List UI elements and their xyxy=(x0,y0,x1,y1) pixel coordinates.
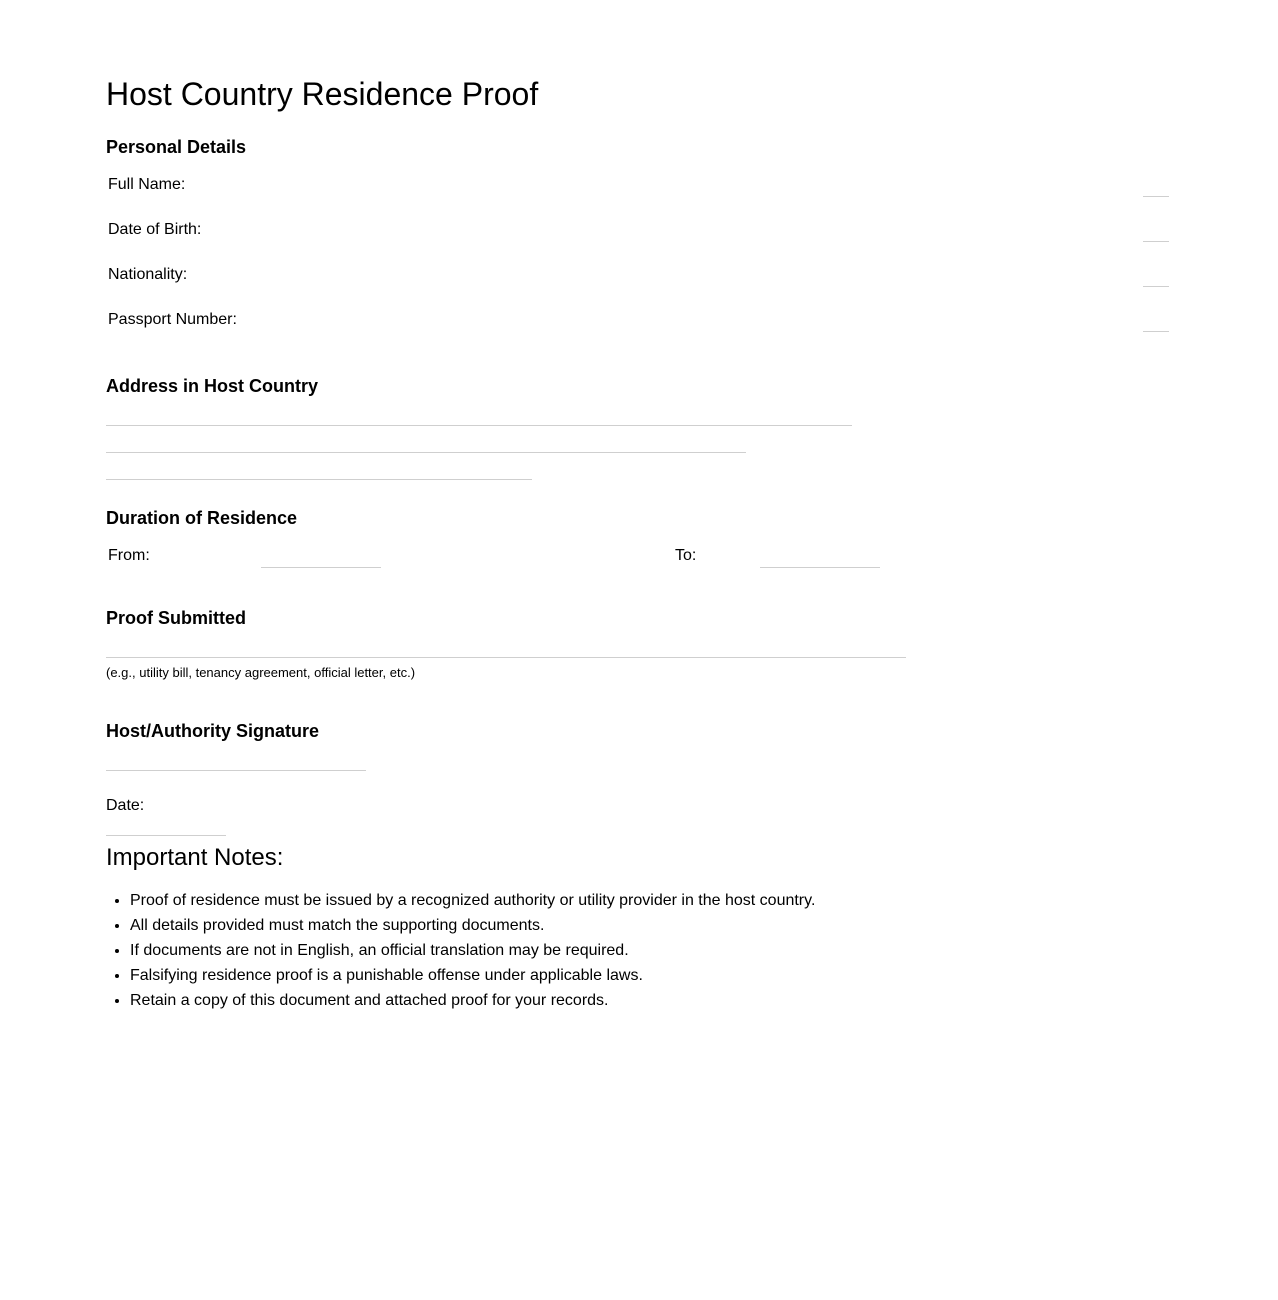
to-label: To: xyxy=(675,547,697,564)
signature-heading: Host/Authority Signature xyxy=(106,721,320,741)
date-of-birth-label: Date of Birth: xyxy=(108,221,202,238)
full-name-label: Full Name: xyxy=(108,176,186,193)
passport-number-label: Passport Number: xyxy=(108,311,237,328)
list-item: • If documents are not in English, an official translation may be required. xyxy=(130,938,1130,963)
from-label: From: xyxy=(108,547,150,564)
list-item: • Retain a copy of this document and attached proof for your records. xyxy=(130,988,1130,1013)
list-item: • Falsifying residence proof is a punishable offense under applicable laws. xyxy=(130,963,1130,988)
date-label: Date: xyxy=(106,797,145,814)
proof-heading: Proof Submitted xyxy=(106,608,246,628)
list-item: • Proof of residence must be issued by a recognized authority or utility provider in the host country. xyxy=(130,888,1130,913)
nationality-label: Nationality: xyxy=(108,266,188,283)
from-date-field[interactable] xyxy=(261,567,381,568)
personal-details-heading: Personal Details xyxy=(106,137,247,157)
list-item: • All details provided must match the supporting documents. xyxy=(130,913,1130,938)
date-of-birth-field[interactable] xyxy=(1143,241,1169,242)
to-date-field[interactable] xyxy=(760,567,880,568)
notes-list xyxy=(106,888,1130,1013)
address-line-3[interactable] xyxy=(106,479,532,480)
address-heading: Address in Host Country xyxy=(106,376,319,396)
proof-field[interactable] xyxy=(106,657,906,658)
signature-field[interactable] xyxy=(106,770,366,771)
address-line-1[interactable] xyxy=(106,425,852,426)
passport-number-field[interactable] xyxy=(1143,331,1169,332)
residence-proof-form xyxy=(106,0,1176,1300)
full-name-field[interactable] xyxy=(1143,196,1169,197)
nationality-field[interactable] xyxy=(1143,286,1169,287)
proof-hint: (e.g., utility bill, tenancy agreement, official letter, etc.) xyxy=(106,665,416,680)
notes-heading: Important Notes: xyxy=(106,844,284,871)
duration-heading: Duration of Residence xyxy=(106,508,298,528)
page-title: Host Country Residence Proof xyxy=(106,76,539,112)
date-field[interactable] xyxy=(106,835,226,836)
address-line-2[interactable] xyxy=(106,452,746,453)
